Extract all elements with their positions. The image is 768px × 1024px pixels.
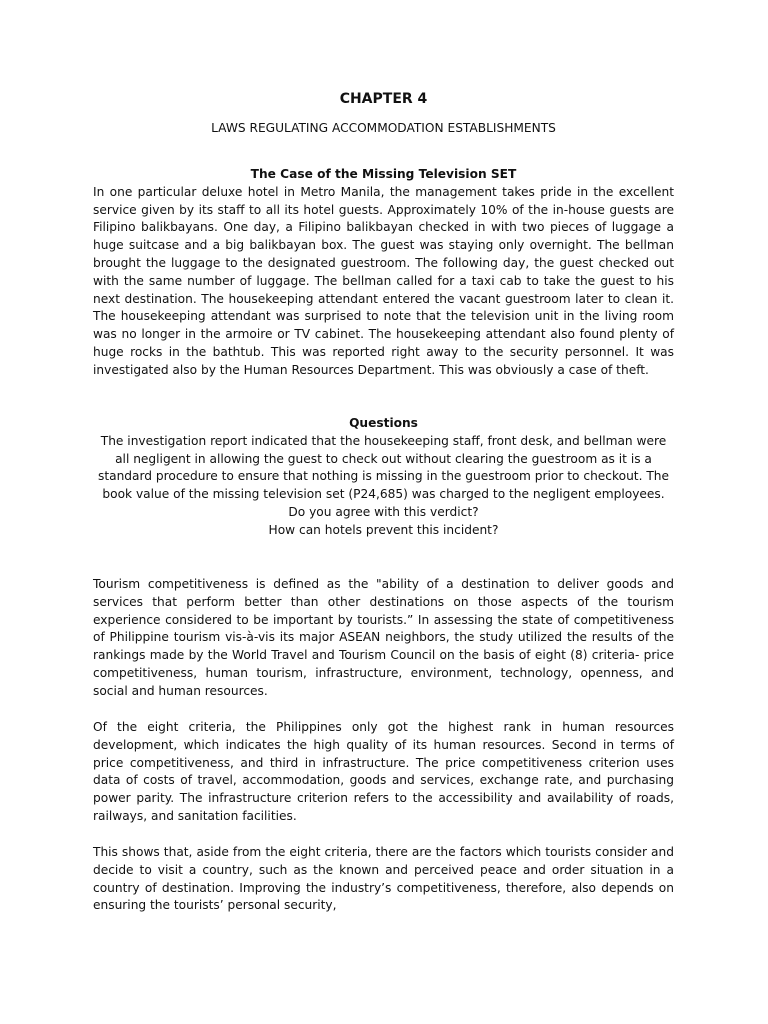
question-2: How can hotels prevent this incident?: [268, 522, 499, 537]
question-1: Do you agree with this verdict?: [288, 504, 479, 519]
chapter-heading: CHAPTER 4: [339, 91, 428, 107]
case-text: In one particular deluxe hotel in Metro Manila, the management takes pride in the excellent service given by its staff to all its hotel guests. Approximately 10% of the in-house guests are Filipino balikbayans. One day, a Filipino balikbayan checked in with two pieces of luggage a huge suitcase and a big balikbayan box. The guest was staying only overnight. The bellman brought the luggage to the designated guestroom. The following day, the guest checked out with the same number of luggage. The bellman called for a taxi cab to take the guest to his next destination. The housekeeping attendant entered the vacant guestroom later to clean it. The housekeeping attendant was surprised to note that the television unit in the living room was no longer in the armoire or TV cabinet. The housekeeping attendant also found plenty of huge rocks in the bathtub. This was reported right away to the security personnel. It was investigated also by the Human Resources Department. This was obviously a case of theft.: [93, 184, 674, 377]
questions-title: Questions: [349, 416, 418, 430]
paragraph-eight-criteria: Of the eight criteria, the Philippines only got the highest rank in human resources development, which indicates the high quality of its human resources. Second in terms of price competitiveness, and third in infrastructure. The price competitiveness criterion uses data of costs of travel, accommodation, goods and services, exchange rate, and purchasing power parity. The infrastructure criterion refers to the accessibility and availability of roads, railways, and sanitation facilities.: [93, 720, 674, 823]
case-title: The Case of the Missing Television SET: [250, 167, 517, 181]
questions-intro: The investigation report indicated that the housekeeping staff, front desk, and bellman were all negligent in allowing the guest to check out without clearing the guestroom as it is a standard procedure to ensure that nothing is missing in the guestroom prior to checkout. The book value of the missing television set (P24,685) was charged to the negligent employees.: [97, 433, 670, 502]
case-section: [93, 166, 674, 380]
chapter-subtitle: LAWS REGULATING ACCOMMODATION ESTABLISHMENTS: [211, 121, 556, 135]
questions-section: [93, 415, 674, 540]
paragraph-security: This shows that, aside from the eight criteria, there are the factors which tourists consider and decide to visit a country, such as the known and perceived peace and order situation in a country of destination. Improving the industry’s competitiveness, therefore, also depends on ensuring the tourists’ personal security,: [93, 845, 674, 913]
paragraph-tourism-competitiveness: Tourism competitiveness is defined as the "ability of a destination to deliver goods and services that perform better than other destinations on those aspects of the tourism experience considered to be important by tourists.” In assessing the state of competitiveness of Philippine tourism vis-à-vis its major ASEAN neighbors, the study utilized the results of the rankings made by the World Travel and Tourism Council on the basis of eight (8) criteria- price competitiveness, human tourism, infrastructure, environment, technology, openness, and social and human resources.: [93, 577, 674, 698]
